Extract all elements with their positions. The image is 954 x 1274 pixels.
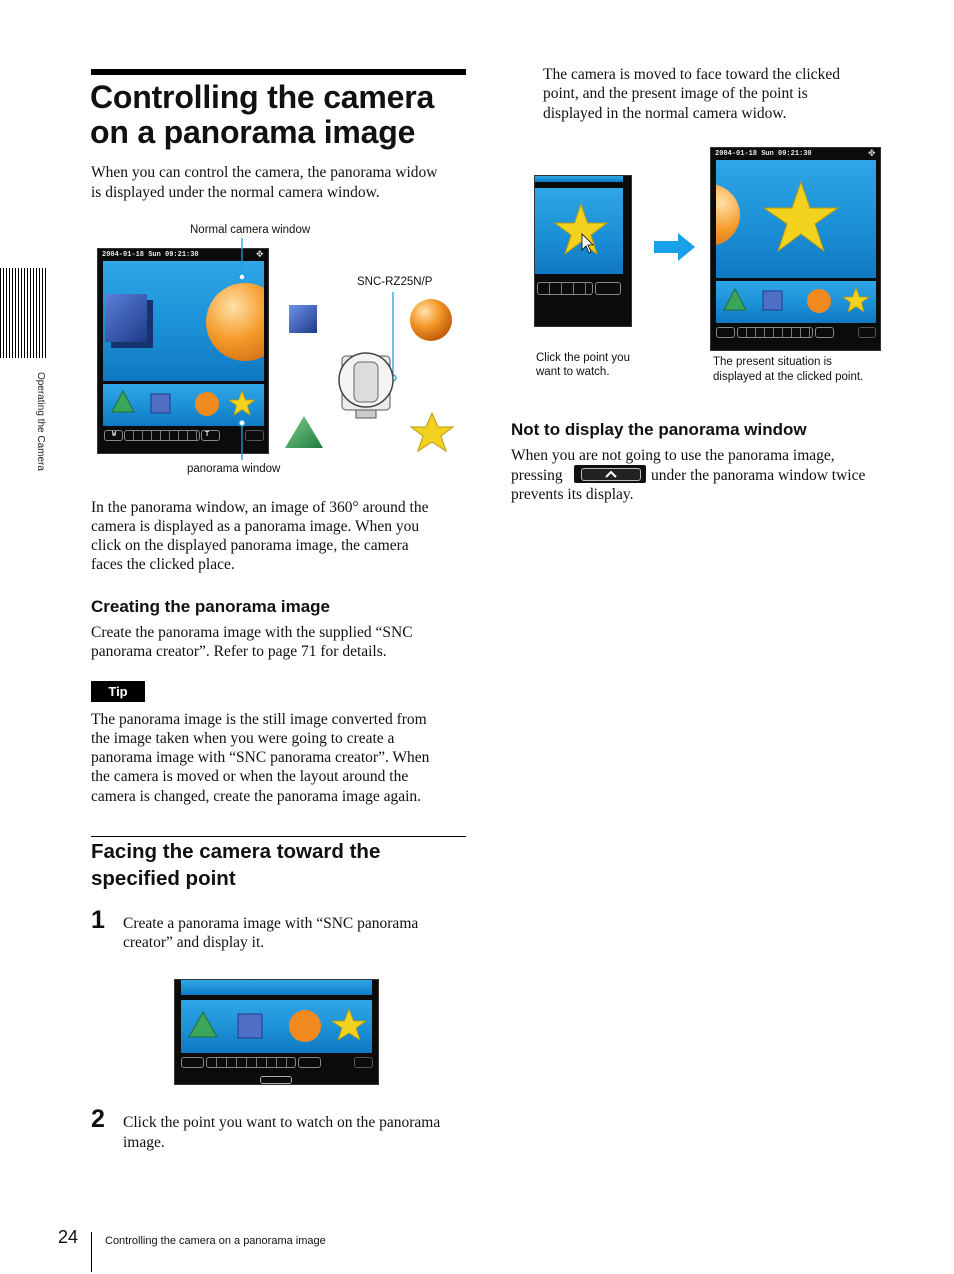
para1-line2: camera is displayed as a panorama image. When you <box>91 518 420 535</box>
zoom-slider <box>737 327 813 338</box>
zoom-tele-button <box>298 1057 321 1068</box>
section-rule <box>91 836 466 837</box>
window-timestamp: 2004-01-18 Sun 09:21:30 <box>102 251 199 259</box>
move-icon: ✥ <box>868 149 876 159</box>
panorama-crop-mockup <box>534 175 632 327</box>
chevron-up-icon <box>581 468 641 481</box>
step2-number: 2 <box>91 1105 105 1133</box>
not-display-under: under the panorama window twice <box>651 467 866 484</box>
control-bar <box>716 327 876 341</box>
facing-heading-line2: specified point <box>91 867 236 890</box>
panorama-view <box>535 188 623 274</box>
figure2-caption-left-line2: want to watch. <box>536 366 610 378</box>
tip-line1: The panorama image is the still image converted from <box>91 711 427 728</box>
zoom-slider <box>537 282 593 295</box>
step1-line1: Create a panorama image with “SNC panorama <box>123 915 419 932</box>
clicked-star <box>535 188 623 274</box>
hide-panorama-button <box>574 465 646 483</box>
panorama-top-strip <box>181 980 372 995</box>
panorama-top-strip <box>535 176 623 182</box>
model-label: SNC-RZ25N/P <box>357 276 433 288</box>
camera-view <box>716 160 876 278</box>
scene-objects <box>280 290 460 460</box>
tip-line5: camera is changed, create the panorama image again. <box>91 788 422 805</box>
camera-window-result <box>710 147 881 351</box>
control-bar <box>181 1057 372 1071</box>
control-bar <box>537 281 623 297</box>
step1-line2: creator” and display it. <box>123 934 265 951</box>
creating-line2: panorama creator”. Refer to page 71 for details. <box>91 643 387 660</box>
step1-number: 1 <box>91 906 105 934</box>
intro-line2: is displayed under the normal camera window. <box>91 184 380 201</box>
creating-heading: Creating the panorama image <box>91 597 331 616</box>
tip-badge: Tip <box>91 681 145 702</box>
right-para-line3: displayed in the normal camera widow. <box>543 105 787 122</box>
zoom-tele-button <box>595 282 621 295</box>
move-icon: ✥ <box>256 250 264 260</box>
panorama-shapes <box>181 1000 372 1053</box>
not-display-pressing: pressing <box>511 467 563 484</box>
disabled-button <box>858 327 876 338</box>
chevron-up-icon-glyph <box>604 470 618 479</box>
star-shape <box>756 174 846 264</box>
page-title-line1: Controlling the camera <box>90 79 435 115</box>
tip-line2: the image taken when you were going to create a <box>91 730 395 747</box>
zoom-slider <box>206 1057 296 1068</box>
zoom-tele-button <box>815 327 834 338</box>
step2-line2: image. <box>123 1134 165 1151</box>
not-display-line1: When you are not going to use the panorama image, <box>511 447 835 464</box>
window-timestamp: 2004-01-18 Sun 09:21:30 <box>715 150 812 158</box>
panorama-window-mockup <box>174 979 379 1085</box>
page-number: 24 <box>58 1227 79 1247</box>
next-arrow-icon <box>654 233 696 261</box>
para1-line3: click on the displayed panorama image, the camera <box>91 537 409 554</box>
section-label: Operating the Camera <box>35 372 46 471</box>
page-title-line2: on a panorama image <box>90 114 416 150</box>
hide-panorama-button <box>260 1076 292 1084</box>
figure2-caption-right-line2: displayed at the clicked point. <box>713 371 864 383</box>
right-para-line2: point, and the present image of the point is <box>543 85 808 102</box>
tip-line3: panorama image with “SNC panorama creator”. When <box>91 749 430 766</box>
zoom-wide-button <box>716 327 735 338</box>
figure2-caption-left-line1: Click the point you <box>536 352 630 364</box>
not-display-line3: prevents its display. <box>511 486 634 503</box>
panorama-shapes <box>716 281 876 323</box>
tip-line4: the camera is moved or when the layout around the <box>91 768 409 785</box>
footer-divider <box>91 1232 92 1272</box>
zoom-wide-button: W <box>104 430 123 441</box>
creating-line1: Create the panorama image with the supplied “SNC <box>91 624 413 641</box>
sphere-shape <box>716 184 740 246</box>
panorama-view <box>181 1000 372 1053</box>
intro-line1: When you can control the camera, the panorama widow <box>91 164 438 181</box>
right-para-line1: The camera is moved to face toward the clicked <box>543 66 840 83</box>
normal-window-label: Normal camera window <box>190 224 311 236</box>
zoom-tele-button: T <box>201 430 220 441</box>
panorama-view <box>716 281 876 323</box>
facing-heading-line1: Facing the camera toward the <box>91 840 381 863</box>
panorama-window-label: panorama window <box>187 463 281 475</box>
para1-line1: In the panorama window, an image of 360° around the <box>91 499 429 516</box>
step2-line1: Click the point you want to watch on the panorama <box>123 1114 441 1131</box>
disabled-button <box>354 1057 373 1068</box>
running-title: Controlling the camera on a panorama image <box>105 1235 326 1247</box>
zoom-wide-button <box>181 1057 204 1068</box>
figure2-caption-right-line1: The present situation is <box>713 356 832 368</box>
not-display-heading: Not to display the panorama window <box>511 420 807 439</box>
para1-line4: faces the clicked place. <box>91 556 235 573</box>
